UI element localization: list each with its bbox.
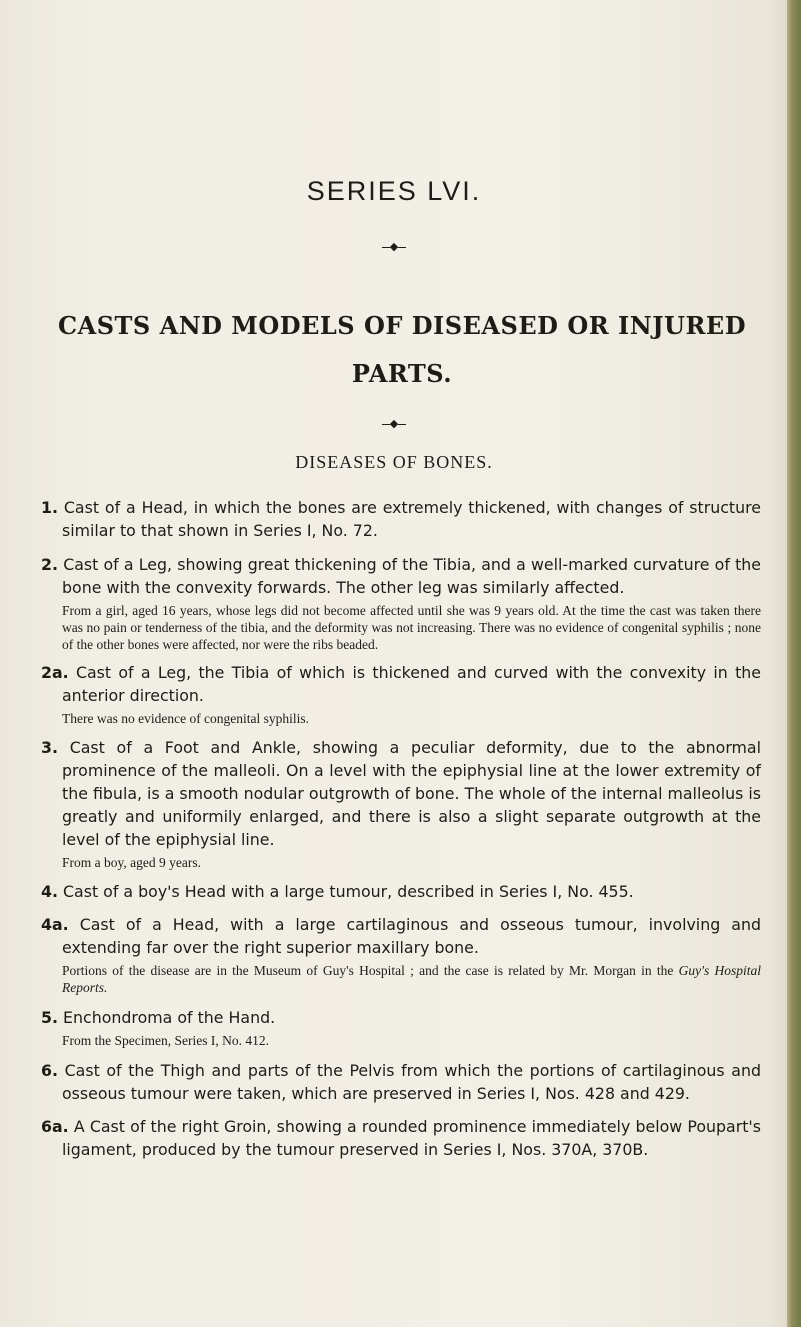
- entry-text: Cast of a Head, in which the bones are extremely thickened, with changes of structure similar to that shown in Series I, No. 72.: [62, 498, 761, 540]
- diamond-icon: ◆: [389, 417, 399, 430]
- entry-text: Cast of a Leg, showing great thickening of the Tibia, and a well-marked curvature of the bone with the convexity forwards. The other leg was similarly affected.: [62, 555, 761, 597]
- main-title-line-2: PARTS.: [351, 359, 453, 388]
- ornament-divider-top: [0, 241, 788, 252]
- entry-number: 6a.: [41, 1117, 69, 1136]
- entry-text: Cast of the Thigh and parts of the Pelvis from which the portions of cartilaginous and osseous tumour were taken, which are preserved in Series I, Nos. 428 and 429.: [62, 1061, 761, 1103]
- diamond-icon: ◆: [389, 240, 399, 253]
- entry-6: [41, 1059, 761, 1105]
- entry-number: 2.: [41, 555, 58, 574]
- catalogue-entries: [41, 496, 761, 1161]
- entry-number: 4a.: [41, 915, 69, 934]
- entry-number: 4.: [41, 882, 58, 901]
- entry-note: From a boy, aged 9 years.: [62, 855, 201, 870]
- entry-4: [41, 880, 761, 903]
- entry-text: Cast of a Foot and Ankle, showing a peculiar deformity, due to the abnormal prominence of the malleoli. On a level with the epiphysial line at the lower extremity of the fibula, is a smooth nodular outgrowth of bone. The whole of the internal malleolus is greatly and uniformily enlarged, and there is also a slight separate outgrowth at the level of the epiphysial line.: [62, 738, 762, 849]
- series-heading: SERIES LVI.: [306, 176, 482, 206]
- main-title: [50, 302, 754, 398]
- entry-5: [41, 1006, 761, 1049]
- ornament-divider-bottom: [0, 418, 788, 429]
- section-heading: DISEASES OF BONES.: [295, 452, 493, 472]
- entry-4a: [41, 913, 761, 996]
- entry-text: Enchondroma of the Hand.: [63, 1008, 276, 1027]
- entry-number: 6.: [41, 1061, 58, 1080]
- entry-note-text: Portions of the disease are in the Museum of Guy's Hospital ; and the case is related by Mr. Morgan in the: [62, 963, 674, 978]
- main-title-line-1: CASTS AND MODELS OF DISEASED OR INJURED: [57, 311, 747, 340]
- entry-number: 5.: [41, 1008, 58, 1027]
- entry-number: 2a.: [41, 663, 69, 682]
- entry-3: [41, 736, 761, 871]
- entry-text: Cast of a Head, with a large cartilaginous and osseous tumour, involving and extending far over the right superior maxillary bone.: [62, 915, 761, 957]
- entry-note: There was no evidence of congenital syphilis.: [62, 711, 310, 726]
- page-edge: [787, 0, 801, 1327]
- entry-1: [41, 496, 761, 542]
- entry-2: [41, 553, 761, 653]
- entry-number: 3.: [41, 738, 58, 757]
- entry-note: From the Specimen, Series I, No. 412.: [62, 1033, 269, 1048]
- entry-note: [62, 962, 761, 996]
- journal-title: Guy's Hospital Reports.: [62, 963, 761, 995]
- entry-note: From a girl, aged 16 years, whose legs did not become affected until she was 9 years old. At the time the cast was taken there was no pain or tenderness of the tibia, and the deformity was not increasing. There was no evidence of congenital syphilis ; none of the other bones were affected, nor were the ribs beaded.: [62, 603, 761, 652]
- entry-number: 1.: [41, 498, 58, 517]
- entry-6a: [41, 1115, 761, 1161]
- entry-text: Cast of a boy's Head with a large tumour, described in Series I, No. 455.: [63, 882, 634, 901]
- entry-text: Cast of a Leg, the Tibia of which is thickened and curved with the convexity in the anterior direction.: [62, 663, 761, 705]
- entry-2a: [41, 661, 761, 727]
- entry-text: A Cast of the right Groin, showing a rounded prominence immediately below Poupart's ligament, produced by the tumour preserved in Series I, Nos. 370A, 370B.: [62, 1117, 761, 1159]
